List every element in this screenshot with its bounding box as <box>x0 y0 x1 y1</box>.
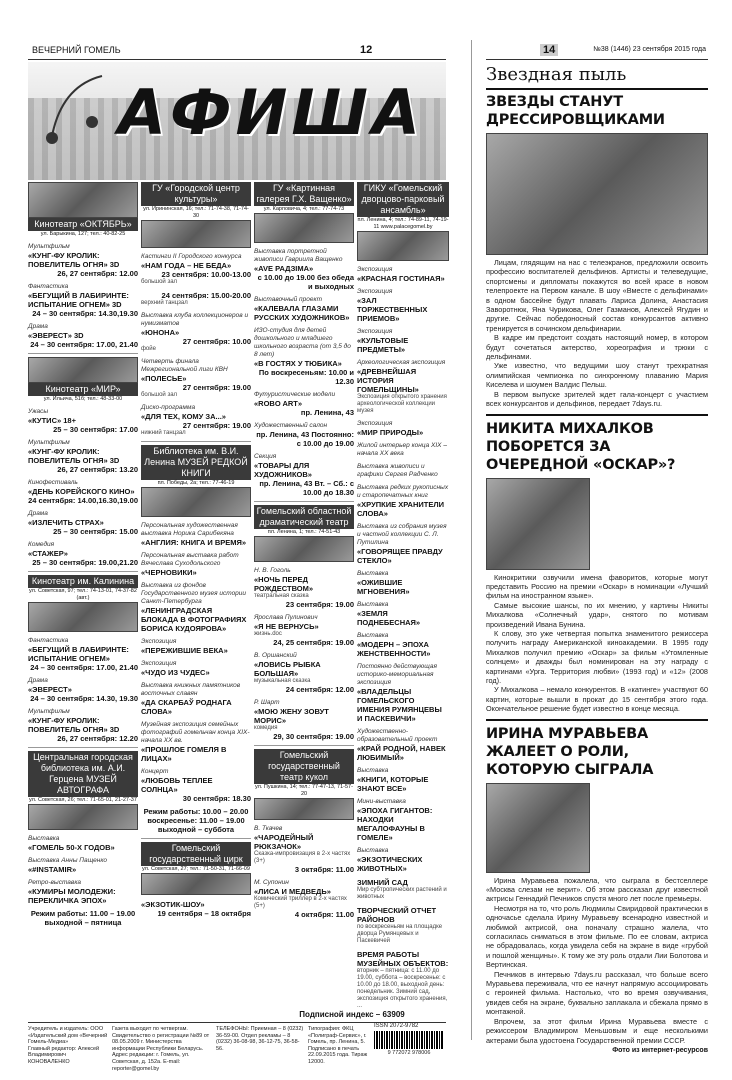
event-item: Экспозиция «ПЕРЕЖИВШИЕ ВЕКА» <box>141 638 228 655</box>
venue-library-address: ул. Советская, 26; тел.: 71-65-01, 21-27-37 <box>29 797 137 803</box>
venue-kalinina-name: Кинотеатр им. Калинина <box>28 575 138 588</box>
event-item: 24 сентября: 15.00-20.00 верхний танцзал <box>141 291 251 306</box>
event-item: Выставка Анны Пащенко «#INSTAMIR» <box>28 857 108 874</box>
library-hours: Режим работы: 11.00 – 19.00 выходной – пятница <box>30 909 136 927</box>
event-item: Фантастика «БЕГУЩИЙ В ЛАБИРИНТЕ: ИСПЫТАНИЕ ОГНЕМ» 24 – 30 сентября: 17.00, 21.40 <box>28 637 138 672</box>
article3-headline: ИРИНА МУРАВЬЕВА ЖАЛЕЕТ О РОЛИ, КОТОРУЮ СЫГРАЛА <box>486 725 654 778</box>
article1-photo <box>486 133 708 255</box>
event-item: ЗИМНИЙ САД Мир субтропических растений и животных <box>357 878 447 900</box>
venue-drama-name: Гомельский областной драматический театр <box>254 505 354 529</box>
venue-circus-name: Гомельский государственный цирк <box>141 842 251 866</box>
venue-culture-name: ГУ «Городской центр культуры» <box>141 182 251 206</box>
palace-photo <box>357 231 449 261</box>
event-item: «ЭКЗОТИК-ШОУ» 19 сентября – 18 октября <box>141 900 251 918</box>
lenin-hours: Режим работы: 10.00 – 20.00 воскресенье: 11.00 – 19.00 выходной – суббота <box>143 807 249 834</box>
event-item: М. Супонин «ЛИСА И МЕДВЕДЬ» Комический триллер в 2-х частях (5+) 4 октября: 11.00 <box>254 879 354 919</box>
event-item: Концерт «ЛЮБОВЬ ТЕПЛЕЕ СОЛНЦА» 30 сентября: 18.30 <box>141 768 251 803</box>
venue-oktyabr-address: ул. Барыкина, 127; тел.: 40-82-25 <box>28 231 138 238</box>
imprint-publisher: Учредитель и издатель: ООО «Издательский дом «Вечерний Гомель-Медиа» <box>28 1026 108 1046</box>
venue-puppet-address: ул. Пушкина, 14; тел.: 77-47-13, 71-57-20 <box>255 784 353 797</box>
puppet-theatre-photo <box>254 798 354 820</box>
event-item: В. Ткачев «ЧАРОДЕЙНЫЙ РЮКЗАЧОК» Сказка-импровизация в 2-х частях (3+) 3 октября: 11.00 <box>254 825 354 874</box>
event-item: Выставочный проект «КАЛЕВАЛА ГЛАЗАМИ РУССКИХ ХУДОЖНИКОВ» <box>254 296 350 322</box>
event-item: Драма «ЭВЕРЕСТ» 24 – 30 сентября: 14.30, 19.30 <box>28 677 138 703</box>
event-item: Футуристические модели «ROBO ART» пр. Ленина, 43 <box>254 391 354 417</box>
article2-body: Кинокритики озвучили имена фаворитов, которые могут представить Россию на премии «Оскар» в номинации «Лучший фильм на иностранном языке». Самые высокие шансы, по их мнению, у картины Никиты Михалкова «Солнечный удар», снятого по мотивам произведений Ивана Бунина. К слову, это уже четвертая попытка знаменитого режиссера получить награду Американской киноакадемии. В 1995 году Михалков получил премию «Оскар» за фильм «Утомленные солнцем» и дважды был номинирован на эту награду с картинами «Урга. Территория любви» (1993 год) и «12» (2008 год). У Михалкова – немало конкурентов. В «катинге» участвуют 60 картин, которые вышли в прокат до 15 сентября этого года. Окончательное решение будет известно в конце месяца. <box>486 572 708 714</box>
venue-mir-name: Кинотеатр «МИР» <box>28 383 138 396</box>
issue-info: №38 (1446) 23 сентября 2015 года <box>593 46 706 53</box>
lenin-library-photo <box>141 487 251 517</box>
venue-circus-address: ул. Советская, 27; тел.: 71-50-31, 71-66-09 <box>142 866 250 872</box>
event-item: Выставка «ЗЕМЛЯ ПОДНЕБЕСНАЯ» <box>357 601 421 627</box>
kalinina-photo <box>28 602 138 632</box>
event-item: Археологическая экспозиция «ДРЕВНЕЙШАЯ ИСТОРИЯ ГОМЕЛЬЩИНЫ» Экспозиция открытого хранения археологической коллекции музея <box>357 359 447 414</box>
event-item: Персональная выставка работ Вячеслава Суходольского «ЧЕРНОВИКИ» <box>141 552 239 577</box>
issn: ISSN 2072-9782 <box>374 1023 419 1029</box>
article2-photo <box>486 478 590 570</box>
event-item: Ярослава Пулинович «Я НЕ ВЕРНУСЬ» жизнь.doc 24, 25 сентября: 19.00 <box>254 614 354 647</box>
event-item: Экспозиция «ЧУДО ИЗ ЧУДЕС» <box>141 660 210 677</box>
article1-body: Лицам, глядящим на нас с телеэкранов, предложили освоить профессию воспитателей дельфинов. Артисты и телеведущие, спортсмены и дипломаты покажутся во всей красе в новом телепроекте на Первом канале. В шоу «Вместе с дельфинами» в одном бассейне будут плавать Лариса Долина, Анастасия Заворотнюк, Яна Чурикова, Олег Газманов, Алексей Ягудин и другие. Сейчас победоносный состав конкурсантов активно тренируется в сочинском дельфинарии. В кадре им предстоит создать настоящий номер, в котором будут сочетаться актерство, хореография и трюки с дельфинами. Уже известно, что ведущими шоу станут трехкратная олимпийская чемпионка по синхронному плаванию Мария Киселева и шоумен Валдис Пельш. В первом выпуске зрителей ждет гала-концерт с участием всех конкурсантов и дельфинов, передает 7days.ru. <box>486 258 708 409</box>
event-item: Художественный салон пр. Ленина, 43 Постоянно: с 10.00 до 19.00 <box>254 422 354 448</box>
venue-puppet-name: Гомельский государственный театр кукол <box>254 749 354 784</box>
event-item: Художественно-образовательный проект «КРАЙ РОДНОЙ, НАВЕК ЛЮБИМЫЙ» <box>357 728 446 762</box>
event-item: Выставка из собрания музея и частной коллекции С. Л. Путилина «ГОВОРЯЩЕЕ ПРАВДУ СТЕКЛО» <box>357 523 447 565</box>
event-item: ИЗО-студия для детей дошкольного и младшего школьного возраста (от 3,5 до 8 лет) «В ГОСТЯХ У ТЮБИКА» По воскресеньям: 10.00 и 12.30 <box>254 327 354 386</box>
right-page <box>486 64 708 1054</box>
event-item: Ужасы «КУТИС» 18+ 25 – 30 сентября: 17.00 <box>28 408 138 434</box>
venue-palace-name: ГИКУ «Гомельский дворцово-парковый ансамбль» <box>357 182 449 217</box>
event-item: Экспозиция «МИР ПРИРОДЫ» <box>357 420 424 437</box>
article3-photo <box>486 783 590 873</box>
event-item: Мультфильм «КУНГ-ФУ КРОЛИК: ПОВЕЛИТЕЛЬ ОГНЯ» 3D 26, 27 сентября: 12.00 <box>28 243 138 278</box>
event-item: Р. Шарт «МОЮ ЖЕНУ ЗОВУТ МОРИС» комедия 29, 30 сентября: 19.00 <box>254 699 354 741</box>
event-item: Драма «ИЗЛЕЧИТЬ СТРАХ» 25 – 30 сентября: 15.00 <box>28 510 138 536</box>
event-item: Четверть финала Межрегиональной лиги КВН «ПОЛЕСЬЕ» 27 сентября: 19.00 большой зал <box>141 358 251 398</box>
imprint-registration: Газета выходит по четвергам. Свидетельство о регистрации №89 от 08.05.2009 г. Министерства информации Республики Беларусь. Адрес редакции: г. Гомель, ул. Советская, д. 152а. E-mail: reporter@gomel.by <box>112 1026 210 1072</box>
subscription-index: Подписной индекс – 63909 <box>299 1010 405 1019</box>
event-item: Выставка «ГОМЕЛЬ 50-Х ГОДОВ» <box>28 835 115 852</box>
event-item: Постоянно действующая историко-мемориальная экспозиция «ВЛАДЕЛЬЦЫ ГОМЕЛЬСКОГО ИМЕНИЯ РУМЯНЦЕВЫ И ПАСКЕВИЧИ» <box>357 663 442 723</box>
event-item: Выставка редких рукописных и старопечатных книг «ХРУПКИЕ ХРАНИТЕЛИ СЛОВА» <box>357 484 449 518</box>
event-item: Выставка живописи и графики Сергея Радченко <box>357 463 438 478</box>
event-item: Экспозиция «КУЛЬТОВЫЕ ПРЕДМЕТЫ» <box>357 328 409 354</box>
event-item: Секция «ТОВАРЫ ДЛЯ ХУДОЖНИКОВ» пр. Ленина, 43 Вт. – Сб.: с 10.00 до 18.30 <box>254 453 354 497</box>
event-item: Мини-выставка «ЭПОХА ГИГАНТОВ: НАХОДКИ МЕГАЛОФАУНЫ В ГОМЕЛЕ» <box>357 798 433 842</box>
column-culture <box>141 182 251 1007</box>
article3-body: Ирина Муравьева пожалела, что сыграла в бестселлере «Москва слезам не верит». Об этом рассказал друг известной актрисы Геннадий Печников спустя много лет после премьеры. Несмотря на то, что роль Людмилы Свиридовой практически в одночасье сделала Ирину Муравьеву всенародно известной и любимой актрисой, она поначалу страшно жалела, что согласилась сниматься в этом фильме. По ее словам, актриса не обрадовалась, когда увидела себя на экране в виде «грубой и пошлой женщины». К тому же эту роль отдали Лии Болотова и Вертинская. Печников в интервью 7days.ru рассказал, что больше всего Муравьева переживала, что ее начнут напрямую ассоциировать с героиней фильма. Настолько, что во время озвучивания, увидев себя на экране, буквально заплакала и сбежала прямо в монтажной. Впрочем, за этот фильм Ирина Муравьева вместе с режиссером Владимиром Меньшовым и еще несколькими актерами была удостоена Государственной премии СССР. <box>486 875 708 1045</box>
article2-headline: НИКИТА МИХАЛКОВ ПОБОРЕТСЯ ЗА ОЧЕРЕДНОЙ «ОСКАР»? <box>486 420 676 473</box>
venue-kalinina-address: ул. Советская, 97; тел.: 74-13-01, 74-37-82 (авт.) <box>29 588 137 601</box>
event-item: Кинофестиваль «ДЕНЬ КОРЕЙСКОГО КИНО» 24 сентября: 14.00,16.30,19.00 <box>28 479 138 505</box>
section-title: Звездная пыль <box>486 64 627 85</box>
barcode-number: 9 772072 978006 <box>387 1050 431 1056</box>
page-gutter <box>471 40 472 1040</box>
barcode-icon <box>374 1031 444 1049</box>
event-item: Жилой интерьер конца XIX – начала XX века <box>357 442 447 457</box>
library-photo <box>28 804 138 830</box>
venue-oktyabr-name: Кинотеатр «ОКТЯБРЬ» <box>28 218 138 231</box>
event-item: Ретро-выставка «КУМИРЫ МОЛОДЕЖИ: ПЕРЕКЛИЧКА ЭПОХ» <box>28 879 116 905</box>
column-theatres <box>254 182 354 1007</box>
event-item: Драма «ЭВЕРЕСТ» 3D 24 – 30 сентября: 17.00, 21.40 <box>28 323 138 349</box>
event-item: Выставка «КНИГИ, КОТОРЫЕ ЗНАЮТ ВСЕ» <box>357 767 429 793</box>
palace-hours: ВРЕМЯ РАБОТЫ МУЗЕЙНЫХ ОБЪЕКТОВ: вторник – пятница: с 11.00 до 19.00, суббота – воскресенье: с 10.00 до 18.00, выходной день: понедельник. Зимний сад, экспозиция открытого хранения, ... <box>357 950 449 1009</box>
event-item: Персональная художественная выставка Норика Сарибекяна «АНГЛИЯ: КНИГА И ВРЕМЯ» <box>141 522 247 547</box>
page-number-left: 12 <box>360 44 373 56</box>
venue-gallery-address: ул. Карповича, 4; тел.: 77-74-73 <box>254 206 354 213</box>
circus-photo <box>141 873 251 895</box>
oktyabr-photo <box>28 182 138 218</box>
afisha-banner <box>28 62 446 180</box>
venue-drama-address: пл. Ленина, 1; тел.: 74-51-43 <box>254 529 354 536</box>
imprint <box>28 1022 446 1072</box>
culture-photo <box>141 220 251 248</box>
photo-credit: Фото из интернет-ресурсов <box>612 1046 708 1054</box>
imprint-phones: ТЕЛЕФОНЫ: Приемная – 8 (0232) 36-59-00. Отдел рекламы – 8 (0232) 36-08-98, 36-12-75, 36-58-56. <box>216 1026 304 1052</box>
event-item: Выставка «ОЖИВШИЕ МГНОВЕНИЯ» <box>357 570 410 596</box>
venue-lenin-name: Библиотека им. В.И. Ленина МУЗЕЙ РЕДКОЙ КНИГИ <box>141 445 251 480</box>
venue-gallery-name: ГУ «Картинная галерея Г.Х. Ващенко» <box>254 182 354 206</box>
event-item: Выставка «ЭКЗОТИЧЕСКИХ ЖИВОТНЫХ» <box>357 847 423 873</box>
event-item: Кастинги II Городского конкурса «НАМ ГОДА – НЕ БЕДА» 23 сентября: 10.00-13.00 большой зал <box>141 253 251 285</box>
venue-mir-address: ул. Ильича, 51б; тел.: 48-33-00 <box>28 396 138 403</box>
newspaper-title: ВЕЧЕРНИЙ ГОМЕЛЬ <box>32 45 121 55</box>
event-item: В. Оршанский «ЛОВИСЬ РЫБКА БОЛЬШАЯ» музыкальная сказка 24 сентября: 12.00 <box>254 652 354 694</box>
venue-culture-address: ул. Ирининская, 16; тел.: 71-74-38, 71-74-30 <box>141 206 251 220</box>
mir-photo <box>28 357 138 383</box>
venue-lenin-address: пл. Победы, 2а; тел.: 77-46-19 <box>141 480 251 487</box>
column-cinemas <box>28 182 138 1007</box>
page-header-left <box>28 42 446 60</box>
imprint-printing: Типография: ФКЦ «Полиграф-Сервис», г. Гомель, пр. Ленина, 5. Подписано в печать 22.09.2015 года. Тираж 12000. <box>308 1026 368 1065</box>
event-item: Мультфильм «КУНГ-ФУ КРОЛИК: ПОВЕЛИТЕЛЬ ОГНЯ» 3D 26, 27 сентября: 13.20 <box>28 439 138 474</box>
event-item: Экспозиция «КРАСНАЯ ГОСТИНАЯ» <box>357 266 445 283</box>
event-item: ТВОРЧЕСКИЙ ОТЧЕТ РАЙОНОВ по воскресеньям на площадке дворца Румянцевых и Паскевичей <box>357 906 443 944</box>
event-item: Фантастика «БЕГУЩИЙ В ЛАБИРИНТЕ: ИСПЫТАНИЕ ОГНЕМ» 3D 24 – 30 сентября: 14.30,19.30 <box>28 283 138 318</box>
event-item: Выставка портретной живописи Гавриила Ващенко «AVE РАДЗІМА» с 10.00 до 19.00 без обеда и выходных <box>254 248 354 291</box>
event-item: Выставка книжных памятников восточных славян «ДА СКАРБАЎ РОДНАГА СЛОВА» <box>141 682 241 716</box>
event-item: Н. В. Гоголь «НОЧЬ ПЕРЕД РОЖДЕСТВОМ» театральная сказка 23 сентября: 19.00 <box>254 567 354 609</box>
venue-palace-address: пл. Ленина, 4; тел.: 74-89-11, 74-19-11 www.palacegomel.by <box>357 217 449 230</box>
venue-library-name: Центральная городская библиотека им. А.И. Герцена МУЗЕЙ АВТОГРАФА <box>28 751 138 797</box>
afisha-title: АФИША <box>118 76 424 149</box>
page-header-right <box>486 42 708 60</box>
gallery-photo <box>254 213 354 243</box>
event-item: Экспозиция «ЗАЛ ТОРЖЕСТВЕННЫХ ПРИЕМОВ» <box>357 288 428 323</box>
article1-headline: ЗВЕЗДЫ СТАНУТ ДРЕССИРОВЩИКАМИ <box>486 94 665 128</box>
imprint-editor: Главный редактор: Алексей Владимирович КОНОВАЛЕНКО <box>28 1045 100 1065</box>
event-item: Музейная экспозиция семейных фотографий гомельчан конца XIX-начала XX вв. «ПРОШЛОЕ ГОМЕЛЯ В ЛИЦАХ» <box>141 721 250 763</box>
event-item: Мультфильм «КУНГ-ФУ КРОЛИК: ПОВЕЛИТЕЛЬ ОГНЯ» 3D 26, 27 сентября: 12.20 <box>28 708 138 743</box>
column-palace <box>357 182 449 1009</box>
music-note-icon <box>32 66 122 156</box>
drama-theatre-photo <box>254 536 354 562</box>
event-item: Комедия «СТАЖЕР» 25 – 30 сентября: 19.00,21.20 <box>28 541 138 567</box>
event-item: Диско-программа «ДЛЯ ТЕХ, КОМУ ЗА...» 27 сентября: 19.00 нижний танцзал <box>141 404 251 436</box>
event-item: Выставка из фондов Государственного музея истории Санкт-Петербурга «ЛЕНИНГРАДСКАЯ БЛОКАДА В ФОТОГРАФИЯХ БОРИСА КУДОЯРОВА» <box>141 582 247 633</box>
event-item: Выставка «МОДЕРН – ЭПОХА ЖЕНСТВЕННОСТИ» <box>357 632 431 658</box>
page-number-right: 14 <box>540 44 558 56</box>
event-item: Выставка клуба коллекционеров и нумизматов «ЮНОНА» 27 сентября: 10.00 фойе <box>141 312 251 352</box>
